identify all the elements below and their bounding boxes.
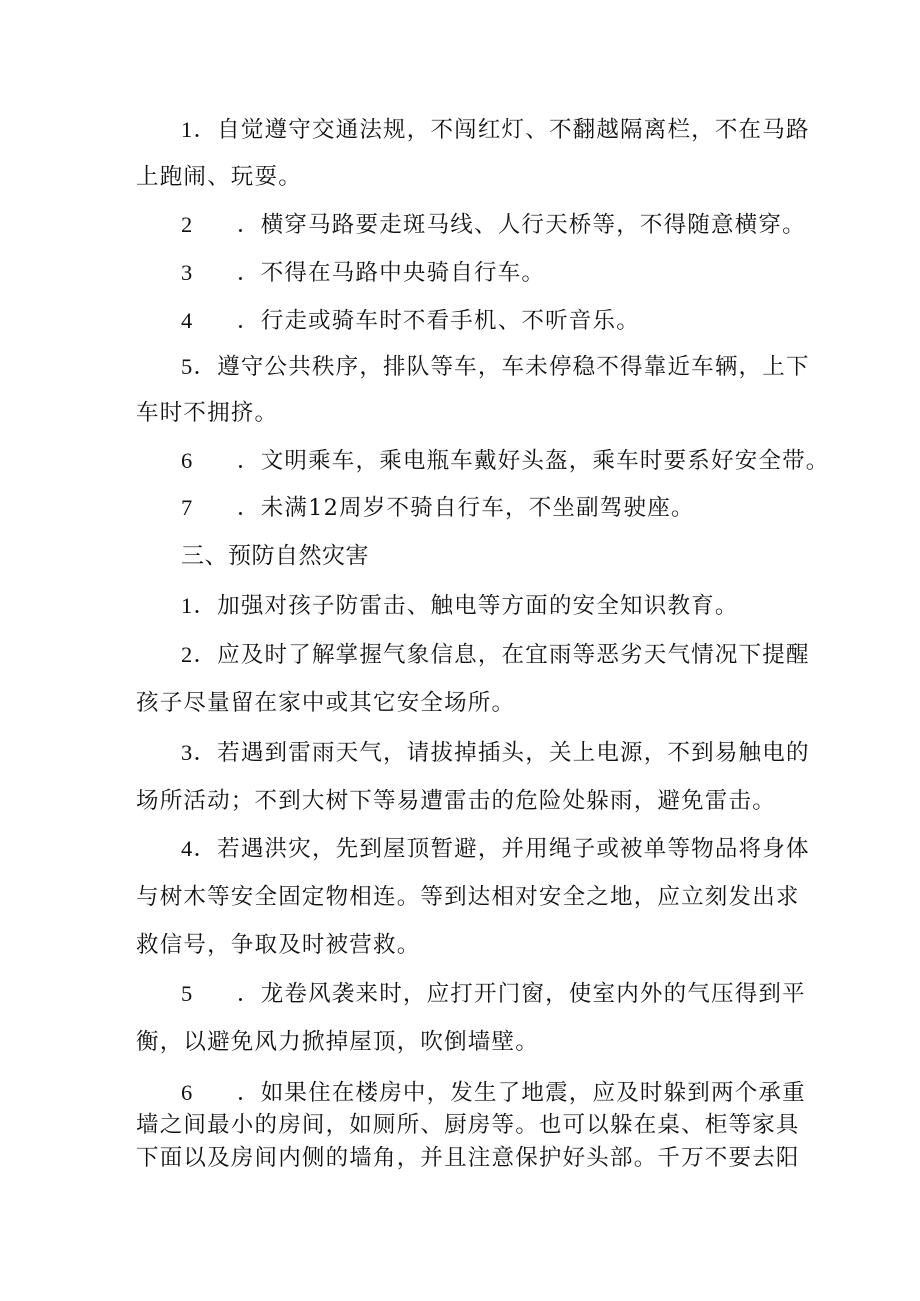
item-number: 2 — [181, 212, 194, 237]
item-number: 6 — [181, 448, 194, 473]
list-item-line — [136, 1109, 800, 1141]
item-text: 车时不拥挤。 — [136, 400, 279, 426]
list-item-line — [181, 590, 739, 622]
item-number: 6 — [181, 1080, 194, 1105]
list-item-line — [181, 209, 806, 241]
list-item-line — [136, 1026, 539, 1058]
item-text: 孩子尽量留在家中或其它安全场所。 — [136, 690, 516, 716]
list-item-line — [136, 687, 515, 719]
item-text: 场所活动；不到大树下等易遭雷击的危险处躲雨，避免雷击。 — [136, 788, 776, 814]
list-item-line — [181, 257, 545, 289]
list-item-line — [136, 785, 776, 817]
list-item-line — [181, 445, 830, 477]
item-text: ．龙卷风袭来时，应打开门窗，使室内外的气压得到平 — [237, 981, 806, 1007]
item-number: 7 — [181, 495, 194, 520]
item-number: 1 — [181, 593, 194, 618]
item-number: 4 — [181, 836, 194, 861]
item-number: 2 — [181, 642, 194, 667]
list-item-line — [136, 161, 302, 193]
item-text: ．不得在马路中央骑自行车。 — [237, 260, 546, 286]
item-text: ．加强对孩子防雷击、触电等方面的安全知识教育。 — [193, 593, 739, 619]
item-text: ．如果住在楼房中，发生了地震，应及时躲到两个承重 — [237, 1080, 806, 1106]
item-text: 上跑闹、玩耍。 — [136, 164, 302, 190]
item-number: 5 — [181, 354, 194, 379]
item-number: 5 — [181, 981, 194, 1006]
list-item-line — [181, 351, 810, 383]
item-text: ．遵守公共秩序，排队等车，车未停稳不得靠近车辆，上下 — [193, 354, 810, 380]
list-item-line — [136, 397, 278, 429]
item-text: 下面以及房间内侧的墙角，并且注意保护好头部。千万不要去阳 — [136, 1145, 800, 1171]
item-text: ．自觉遵守交通法规，不闯红灯、不翻越隔离栏，不在马路 — [193, 117, 810, 143]
item-text: 救信号，争取及时被营救。 — [136, 932, 421, 958]
item-text: ．文明乘车，乘电瓶车戴好头盔，乘车时要系好安全带。 — [237, 448, 830, 474]
item-text: ．应及时了解掌握气象信息，在宜雨等恶劣天气情况下提醒 — [193, 642, 810, 668]
item-number: 3 — [181, 740, 194, 765]
list-item-line — [181, 737, 810, 769]
list-item-line — [136, 929, 420, 961]
list-item-line — [136, 1142, 800, 1174]
item-number: 3 — [181, 260, 194, 285]
item-text: 墙之间最小的房间，如厕所、厨房等。也可以躲在桌、柜等家具 — [136, 1112, 800, 1138]
item-text: ．未满12周岁不骑自行车，不坐副驾驶座。 — [237, 495, 695, 521]
item-number: 4 — [181, 308, 194, 333]
section-heading: 三、预防自然灾害 — [181, 543, 369, 569]
list-item-line — [136, 881, 800, 913]
item-number: 1 — [181, 117, 194, 142]
item-text: ．行走或骑车时不看手机、不听音乐。 — [237, 308, 640, 334]
list-item-line — [181, 639, 810, 671]
item-text: 与树木等安全固定物相连。等到达相对安全之地，应立刻发出求 — [136, 884, 800, 910]
item-text: ．横穿马路要走斑马线、人行天桥等，不得随意横穿。 — [237, 212, 806, 238]
list-item-line — [181, 492, 695, 524]
list-item-line — [181, 978, 806, 1010]
list-item-line — [181, 114, 810, 146]
list-item-line — [181, 305, 640, 337]
item-text: ．若遇到雷雨天气，请拔掉插头，关上电源，不到易触电的 — [193, 740, 810, 766]
item-text: 衡，以避免风力掀掉屋顶，吹倒墙壁。 — [136, 1029, 539, 1055]
item-text: ．若遇洪灾，先到屋顶暂避，并用绳子或被单等物品将身体 — [193, 836, 810, 862]
list-item-line — [181, 1077, 806, 1109]
list-item-line — [181, 833, 810, 865]
